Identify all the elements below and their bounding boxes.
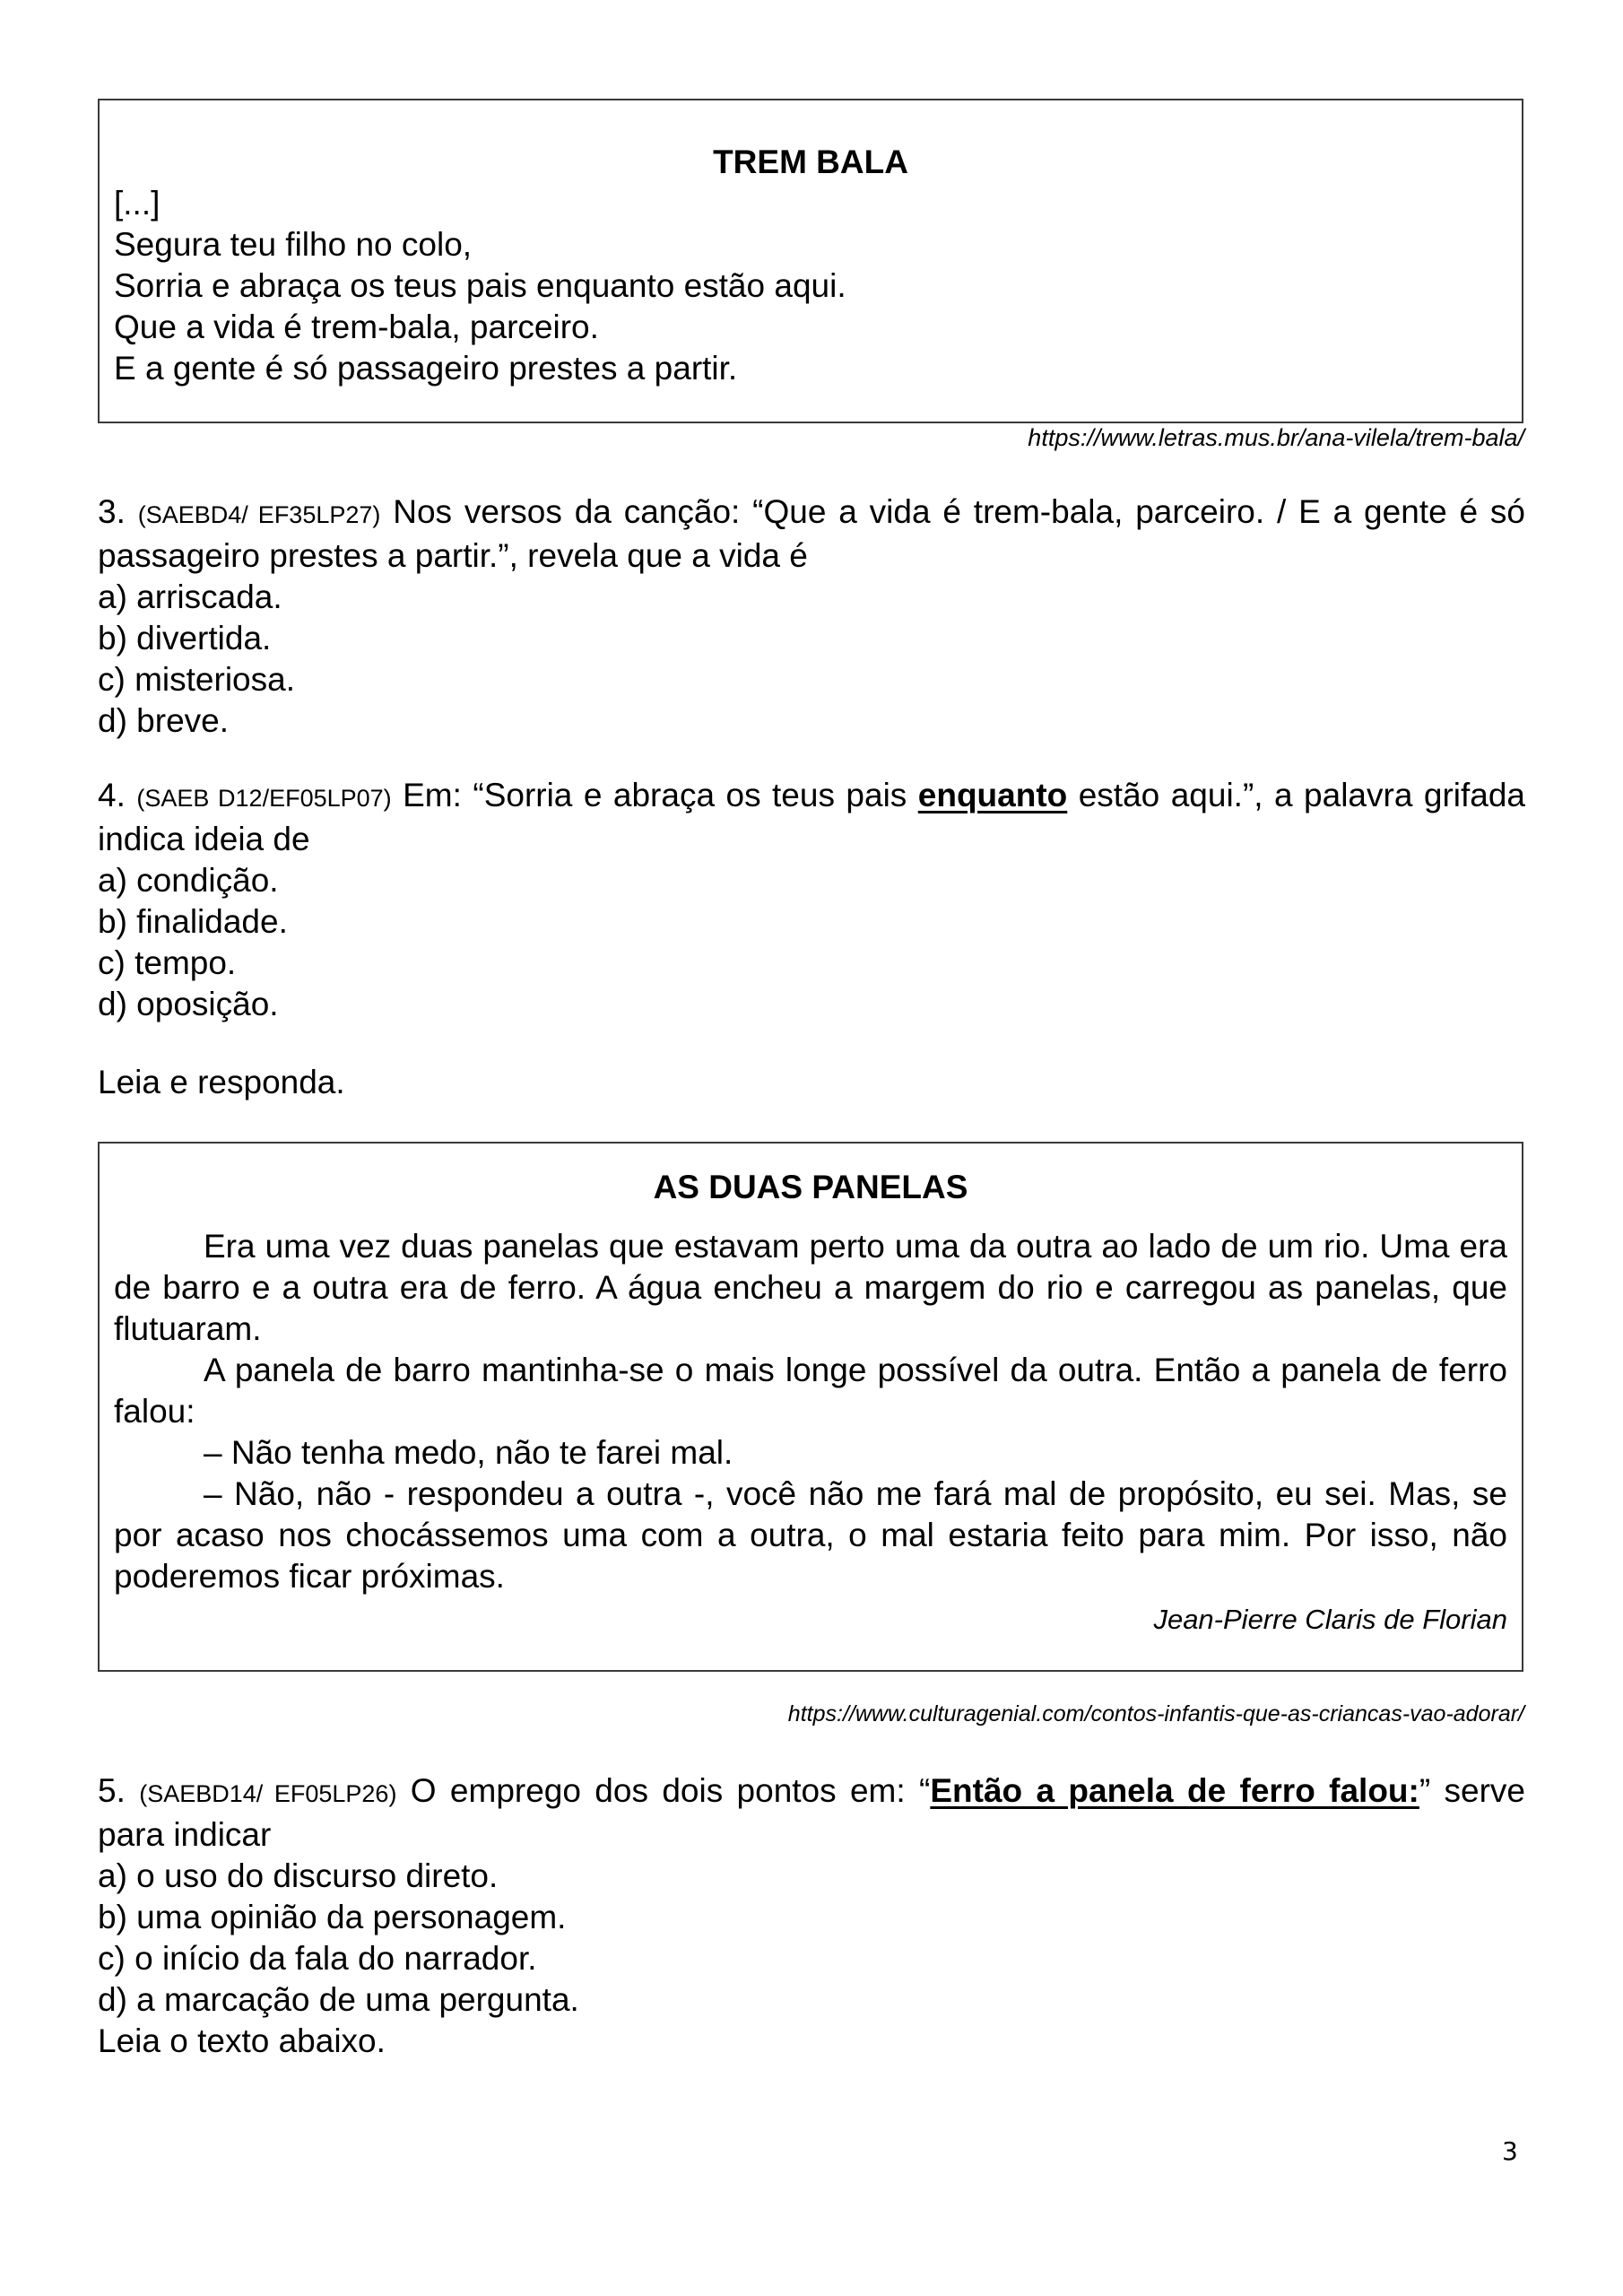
verse-line: [...] <box>114 185 161 222</box>
answer-option-d[interactable]: d) oposição. <box>98 986 279 1022</box>
verse-line: Sorria e abraça os teus pais enquanto estão aqui. <box>114 267 846 304</box>
question-code: (SAEBD4/ EF35LP27) <box>137 501 381 528</box>
question-text-after: ” serve para indicar <box>98 1772 1526 1853</box>
verse-line: E a gente é só passageiro prestes a partir. <box>114 350 738 387</box>
question-number: 3. <box>98 493 126 530</box>
instruction-read-text-below: Leia o texto abaixo. <box>98 2022 386 2059</box>
page-number: 3 <box>1502 2136 1518 2166</box>
answer-option-a[interactable]: a) condição. <box>98 862 279 899</box>
question-4-stem <box>98 775 1525 860</box>
question-text: Nos versos da canção: “Que a vida é trem-bala, parceiro. / E a gente é só passageiro prestes a partir.”, revela que a vida é <box>98 493 1525 574</box>
song-title: TREM BALA <box>713 144 908 180</box>
answer-option-b[interactable]: b) uma opinião da personagem. <box>98 1899 567 1935</box>
question-3 <box>98 491 1525 742</box>
answer-option-c[interactable]: c) misteriosa. <box>98 661 295 698</box>
question-5 <box>98 1770 1525 2062</box>
answer-option-d[interactable]: d) breve. <box>98 702 230 739</box>
story-title: AS DUAS PANELAS <box>653 1169 968 1205</box>
instruction-read-and-answer: Leia e responda. <box>98 1064 345 1100</box>
answer-option-c[interactable]: c) tempo. <box>98 944 237 981</box>
story-dialogue: – Não, não - respondeu a outra -, você não me fará mal de propósito, eu sei. Mas, se por acaso nos chocássemos uma com a outra, o mal estaria feito para mim. Por isso, não poderemos ficar próximas. <box>114 1475 1507 1595</box>
verse-line: Segura teu filho no colo, <box>114 226 473 263</box>
song-source-link[interactable]: https://www.letras.mus.br/ana-vilela/trem-bala/ <box>1028 424 1524 451</box>
question-number: 5. <box>98 1772 126 1809</box>
verse-line: Que a vida é trem-bala, parceiro. <box>114 309 599 345</box>
story-source-link[interactable]: https://www.culturagenial.com/contos-infantis-que-as-criancas-vao-adorar/ <box>787 1701 1524 1726</box>
answer-option-a[interactable]: a) arriscada. <box>98 578 282 615</box>
answer-option-c[interactable]: c) o início da fala do narrador. <box>98 1940 537 1977</box>
question-5-stem <box>98 1770 1525 1856</box>
answer-option-b[interactable]: b) finalidade. <box>98 903 288 940</box>
story-box <box>98 1142 1523 1672</box>
story-paragraph: A panela de barro mantinha-se o mais longe possível da outra. Então a panela de ferro falou: <box>114 1352 1507 1430</box>
story-paragraph: Era uma vez duas panelas que estavam perto uma da outra ao lado de um rio. Uma era de barro e a outra era de ferro. A água encheu a margem do rio e carregou as panelas, que flutuaram. <box>114 1228 1507 1347</box>
story-dialogue: – Não tenha medo, não te farei mal. <box>204 1434 733 1471</box>
song-excerpt-box <box>98 99 1523 423</box>
question-text-after: estão aqui.”, a palavra grifada indica ideia de <box>98 777 1525 857</box>
question-code: (SAEBD14/ EF05LP26) <box>139 1780 397 1807</box>
underlined-phrase: Então a panela de ferro falou: <box>930 1772 1419 1809</box>
story-author: Jean-Pierre Claris de Florian <box>1153 1604 1507 1635</box>
question-text-before: O emprego dos dois pontos em: “ <box>410 1772 931 1809</box>
question-text-before: Em: “Sorria e abraça os teus pais <box>403 777 907 813</box>
question-3-stem <box>98 491 1525 577</box>
answer-option-d[interactable]: d) a marcação de uma pergunta. <box>98 1981 579 2018</box>
answer-option-a[interactable]: a) o uso do discurso direto. <box>98 1857 499 1894</box>
question-number: 4. <box>98 777 126 813</box>
question-code: (SAEB D12/EF05LP07) <box>136 785 392 812</box>
question-4 <box>98 775 1525 1025</box>
underlined-word: enquanto <box>917 777 1068 813</box>
answer-option-b[interactable]: b) divertida. <box>98 620 272 657</box>
